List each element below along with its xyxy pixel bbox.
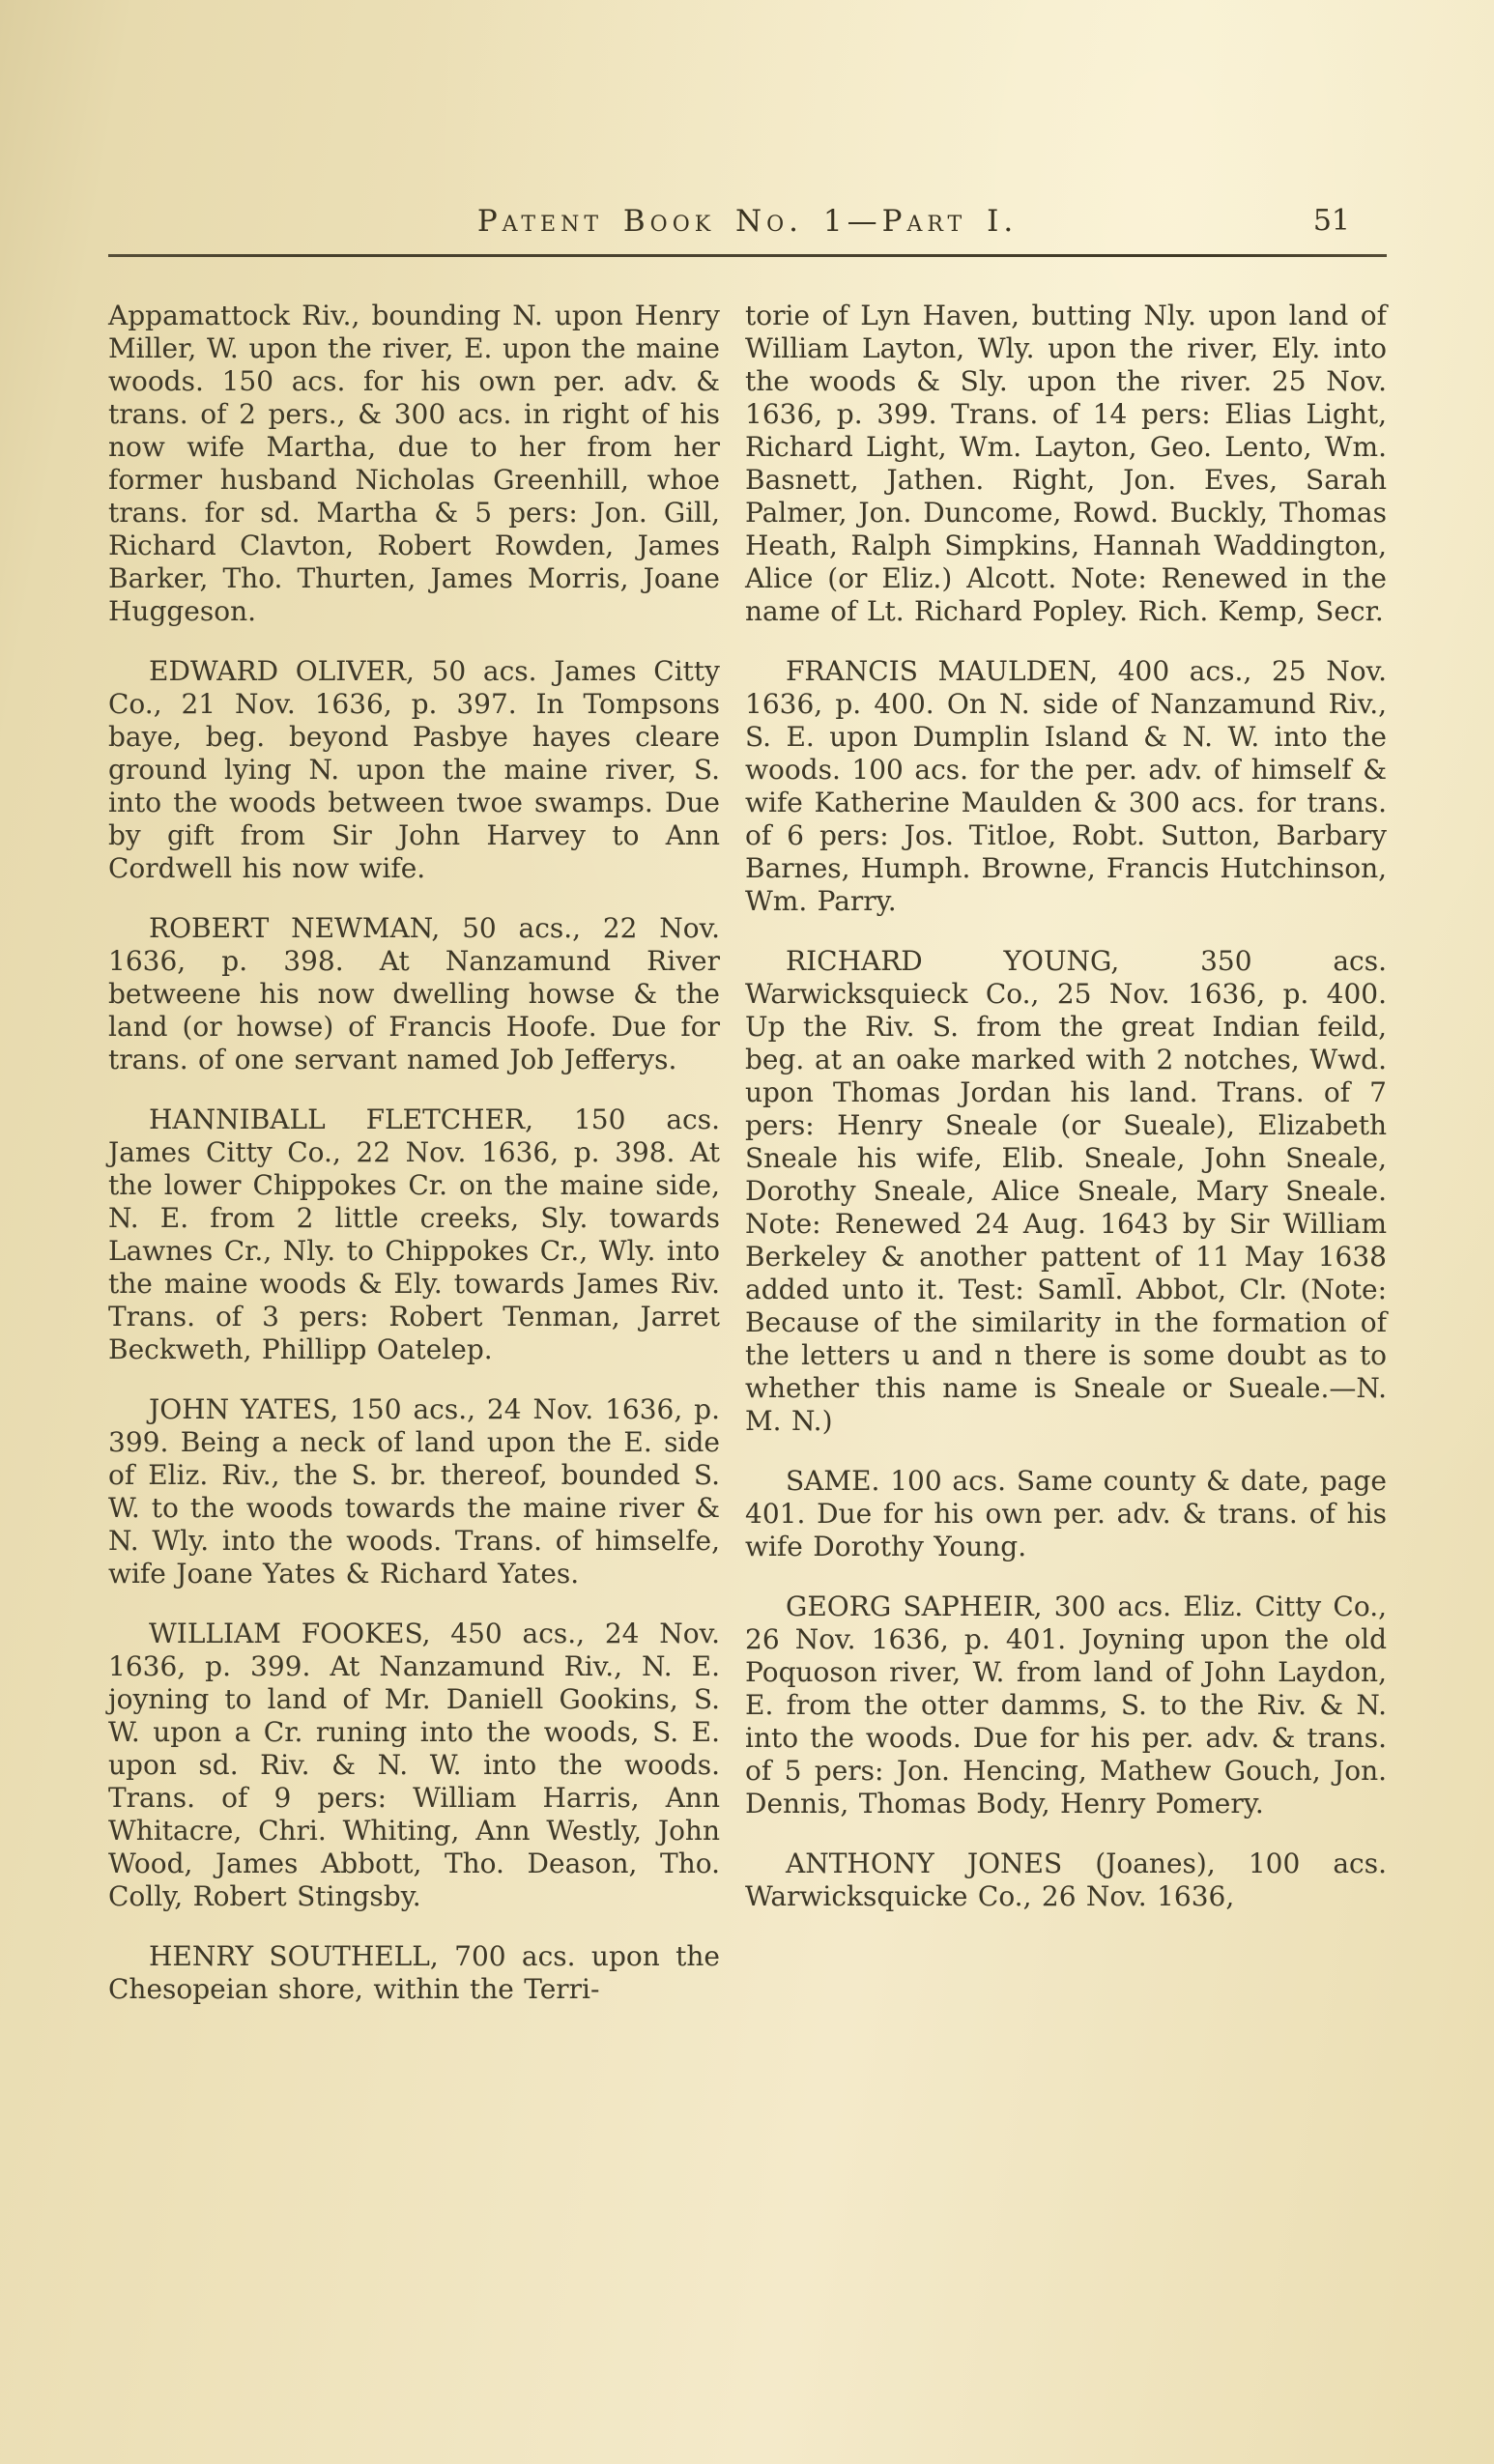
running-header <box>108 199 1387 244</box>
entry-robert-newman: ROBERT NEWMAN, 50 acs., 22 Nov. 1636, p. 398. At Nanzamund River betweene his now dwelling howse & the land (or howse) of Francis Hoofe. Due for trans. of one servant named Job Jefferys. <box>108 912 720 1075</box>
entry-continuation-appamattock: Appamattock Riv., bounding N. upon Henry Miller, W. upon the river, E. upon the maine woods. 150 acs. for his own per. adv. & trans. of 2 pers., & 300 acs. in right of his now wife Martha, due to her from her former husband Nicholas Greenhill, whoe trans. for sd. Martha & 5 pers: Jon. Gill, Richard Clavton, Robert Rowden, James Barker, Tho. Thurten, James Morris, Joane Huggeson. <box>108 300 720 627</box>
entry-continuation-henry-southell: torie of Lyn Haven, butting Nly. upon land of William Layton, Wly. upon the river, Ely. into the woods & Sly. upon the river. 25 Nov. 1636, p. 399. Trans. of 14 pers: Elias Light, Richard Light, Wm. Layton, Geo. Lento, Wm. Basnett, Jathen. Right, Jon. Eves, Sarah Palmer, Jon. Duncome, Rowd. Buckly, Thomas Heath, Ralph Simpkins, Hannah Waddington, Alice (or Eliz.) Alcott. Note: Renewed in the name of Lt. Richard Popley. Rich. Kemp, Secr. <box>745 300 1387 627</box>
entry-anthony-jones: ANTHONY JONES (Joanes), 100 acs. Warwicksquicke Co., 26 Nov. 1636, <box>745 1848 1387 1912</box>
entry-edward-oliver: EDWARD OLIVER, 50 acs. James Citty Co., 21 Nov. 1636, p. 397. In Tompsons baye, beg. beyond Pasbye hayes cleare ground lying N. upon the maine river, S. into the woods between twoe swamps. Due by gift from Sir John Harvey to Ann Cordwell his now wife. <box>108 655 720 884</box>
header-rule <box>108 254 1387 257</box>
entry-john-yates: JOHN YATES, 150 acs., 24 Nov. 1636, p. 399. Being a neck of land upon the E. side of Eliz. Riv., the S. br. thereof, bounded S. W. to the woods towards the maine river & N. Wly. into the woods. Trans. of himselfe, wife Joane Yates & Richard Yates. <box>108 1393 720 1590</box>
entry-henry-southell: HENRY SOUTHELL, 700 acs. upon the Chesopeian shore, within the Terri- <box>108 1940 720 2005</box>
entry-same-richard-young: SAME. 100 acs. Same county & date, page 401. Due for his own per. adv. & trans. of his wife Dorothy Young. <box>745 1465 1387 1562</box>
entry-francis-maulden: FRANCIS MAULDEN, 400 acs., 25 Nov. 1636, p. 400. On N. side of Nanzamund Riv., S. E. upon Dumplin Island & N. W. into the woods. 100 acs. for the per. adv. of himself & wife Katherine Maulden & 300 acs. for trans. of 6 pers: Jos. Titloe, Robt. Sutton, Barbary Barnes, Humph. Browne, Francis Hutchinson, Wm. Parry. <box>745 655 1387 917</box>
entry-richard-young: RICHARD YOUNG, 350 acs. Warwicksquieck Co., 25 Nov. 1636, p. 400. Up the Riv. S. from the great Indian feild, beg. at an oake marked with 2 notches, Wwd. upon Thomas Jordan his land. Trans. of 7 pers: Henry Sneale (or Sueale), Elizabeth Sneale his wife, Elib. Sneale, John Sneale, Dorothy Sneale, Alice Sneale, Mary Sneale. Note: Renewed 24 Aug. 1643 by Sir William Berkeley & another pattent of 11 May 1638 added unto it. Test: Samll̄. Abbot, Clr. (Note: Because of the similarity in the formation of the letters u and n there is some doubt as to whether this name is Sneale or Sueale.—N. M. N.) <box>745 945 1387 1437</box>
text-columns <box>108 300 1387 2006</box>
entry-georg-sapheir: GEORG SAPHEIR, 300 acs. Eliz. Citty Co., 26 Nov. 1636, p. 401. Joyning upon the old Poquoson river, W. from land of John Laydon, E. from the otter damms, S. to the Riv. & N. into the woods. Due for his per. adv. & trans. of 5 pers: Jon. Hencing, Mathew Gouch, Jon. Dennis, Thomas Body, Henry Pomery. <box>745 1590 1387 1819</box>
column-right <box>745 300 1387 2006</box>
entry-hanniball-fletcher: HANNIBALL FLETCHER, 150 acs. James Citty Co., 22 Nov. 1636, p. 398. At the lower Chippokes Cr. on the maine side, N. E. from 2 little creeks, Sly. towards Lawnes Cr., Nly. to Chippokes Cr., Wly. into the maine woods & Ely. towards James Riv. Trans. of 3 pers: Robert Tenman, Jarret Beckweth, Phillipp Oatelep. <box>108 1103 720 1365</box>
column-left <box>108 300 720 2006</box>
entry-william-fookes: WILLIAM FOOKES, 450 acs., 24 Nov. 1636, p. 399. At Nanzamund Riv., N. E. joyning to land of Mr. Daniell Gookins, S. W. upon a Cr. runing into the woods, S. E. upon sd. Riv. & N. W. into the woods. Trans. of 9 pers: William Harris, Ann Whitacre, Chri. Whiting, Ann Westly, John Wood, James Abbott, Tho. Deason, Tho. Colly, Robert Stingsby. <box>108 1618 720 1912</box>
page-number: 51 <box>1312 204 1350 238</box>
page-title: Patent Book No. 1—Part I. <box>476 204 1019 239</box>
